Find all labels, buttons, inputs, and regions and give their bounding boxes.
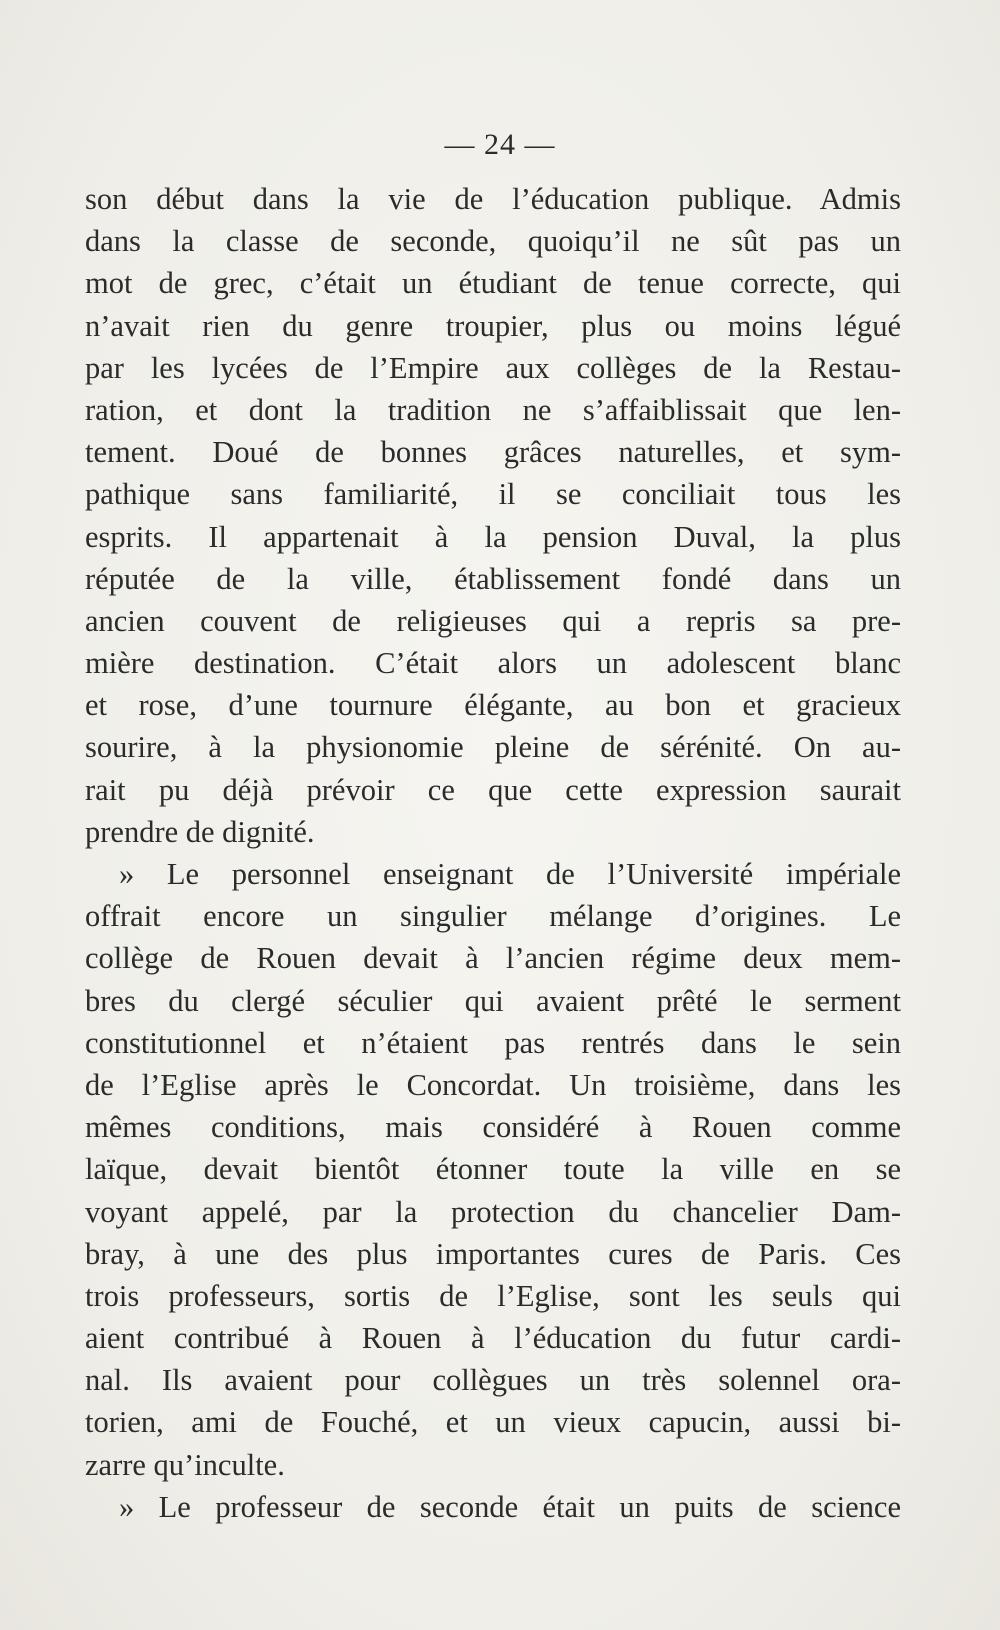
body-text: [85, 178, 901, 1528]
text-line: par les lycées de l’Empire aux collèges de la Restau-: [85, 350, 901, 385]
text-line: mière destination. C’était alors un adolescent blanc: [85, 646, 901, 681]
text-line: bray, à une des plus importantes cures de Paris. Ces: [85, 1236, 901, 1271]
text-line: offrait encore un singulier mélange d’origines. Le: [85, 899, 901, 934]
text-line: ration, et dont la tradition ne s’affaiblissait que len-: [85, 392, 901, 427]
text-line: réputée de la ville, établissement fondé dans un: [85, 561, 901, 596]
text-line: » Le personnel enseignant de l’Université impériale: [119, 857, 901, 891]
text-line: collège de Rouen devait à l’ancien régime deux mem-: [85, 941, 901, 976]
text-line: de l’Eglise après le Concordat. Un troisième, dans les: [85, 1067, 901, 1102]
text-line: tement. Doué de bonnes grâces naturelles, et sym-: [85, 435, 901, 470]
text-line: n’avait rien du genre troupier, plus ou moins légué: [85, 308, 901, 343]
text-line: zarre qu’inculte.: [85, 1447, 285, 1482]
text-line: aient contribué à Rouen à l’éducation du futur cardi-: [85, 1321, 901, 1356]
text-line: » Le professeur de seconde était un puits de science: [119, 1489, 901, 1524]
text-line: mot de grec, c’était un étudiant de tenue correcte, qui: [85, 266, 901, 301]
text-line: voyant appelé, par la protection du chancelier Dam-: [85, 1194, 901, 1229]
text-line: esprits. Il appartenait à la pension Duval, la plus: [85, 519, 901, 554]
text-line: torien, ami de Fouché, et un vieux capucin, aussi bi-: [85, 1405, 901, 1440]
text-line: bres du clergé séculier qui avaient prêté le serment: [85, 983, 901, 1018]
text-line: trois professeurs, sortis de l’Eglise, sont les seuls qui: [85, 1278, 901, 1313]
page-number: — 24 —: [444, 128, 556, 161]
text-line: dans la classe de seconde, quoiqu’il ne sût pas un: [85, 224, 901, 259]
text-line: ancien couvent de religieuses qui a repris sa pre-: [85, 603, 901, 638]
text-line: constitutionnel et n’étaient pas rentrés dans le sein: [85, 1025, 901, 1060]
text-line: mêmes conditions, mais considéré à Rouen comme: [85, 1110, 901, 1145]
text-line: prendre de dignité.: [85, 814, 315, 849]
text-line: pathique sans familiarité, il se conciliait tous les: [85, 477, 901, 512]
text-line: et rose, d’une tournure élégante, au bon et gracieux: [85, 688, 901, 723]
text-line: son début dans la vie de l’éducation publique. Admis: [85, 182, 901, 216]
text-line: nal. Ils avaient pour collègues un très solennel ora-: [85, 1363, 901, 1398]
text-line: laïque, devait bientôt étonner toute la ville en se: [85, 1152, 901, 1187]
text-line: sourire, à la physionomie pleine de sérénité. On au-: [85, 730, 901, 765]
text-line: rait pu déjà prévoir ce que cette expression saurait: [85, 772, 901, 807]
